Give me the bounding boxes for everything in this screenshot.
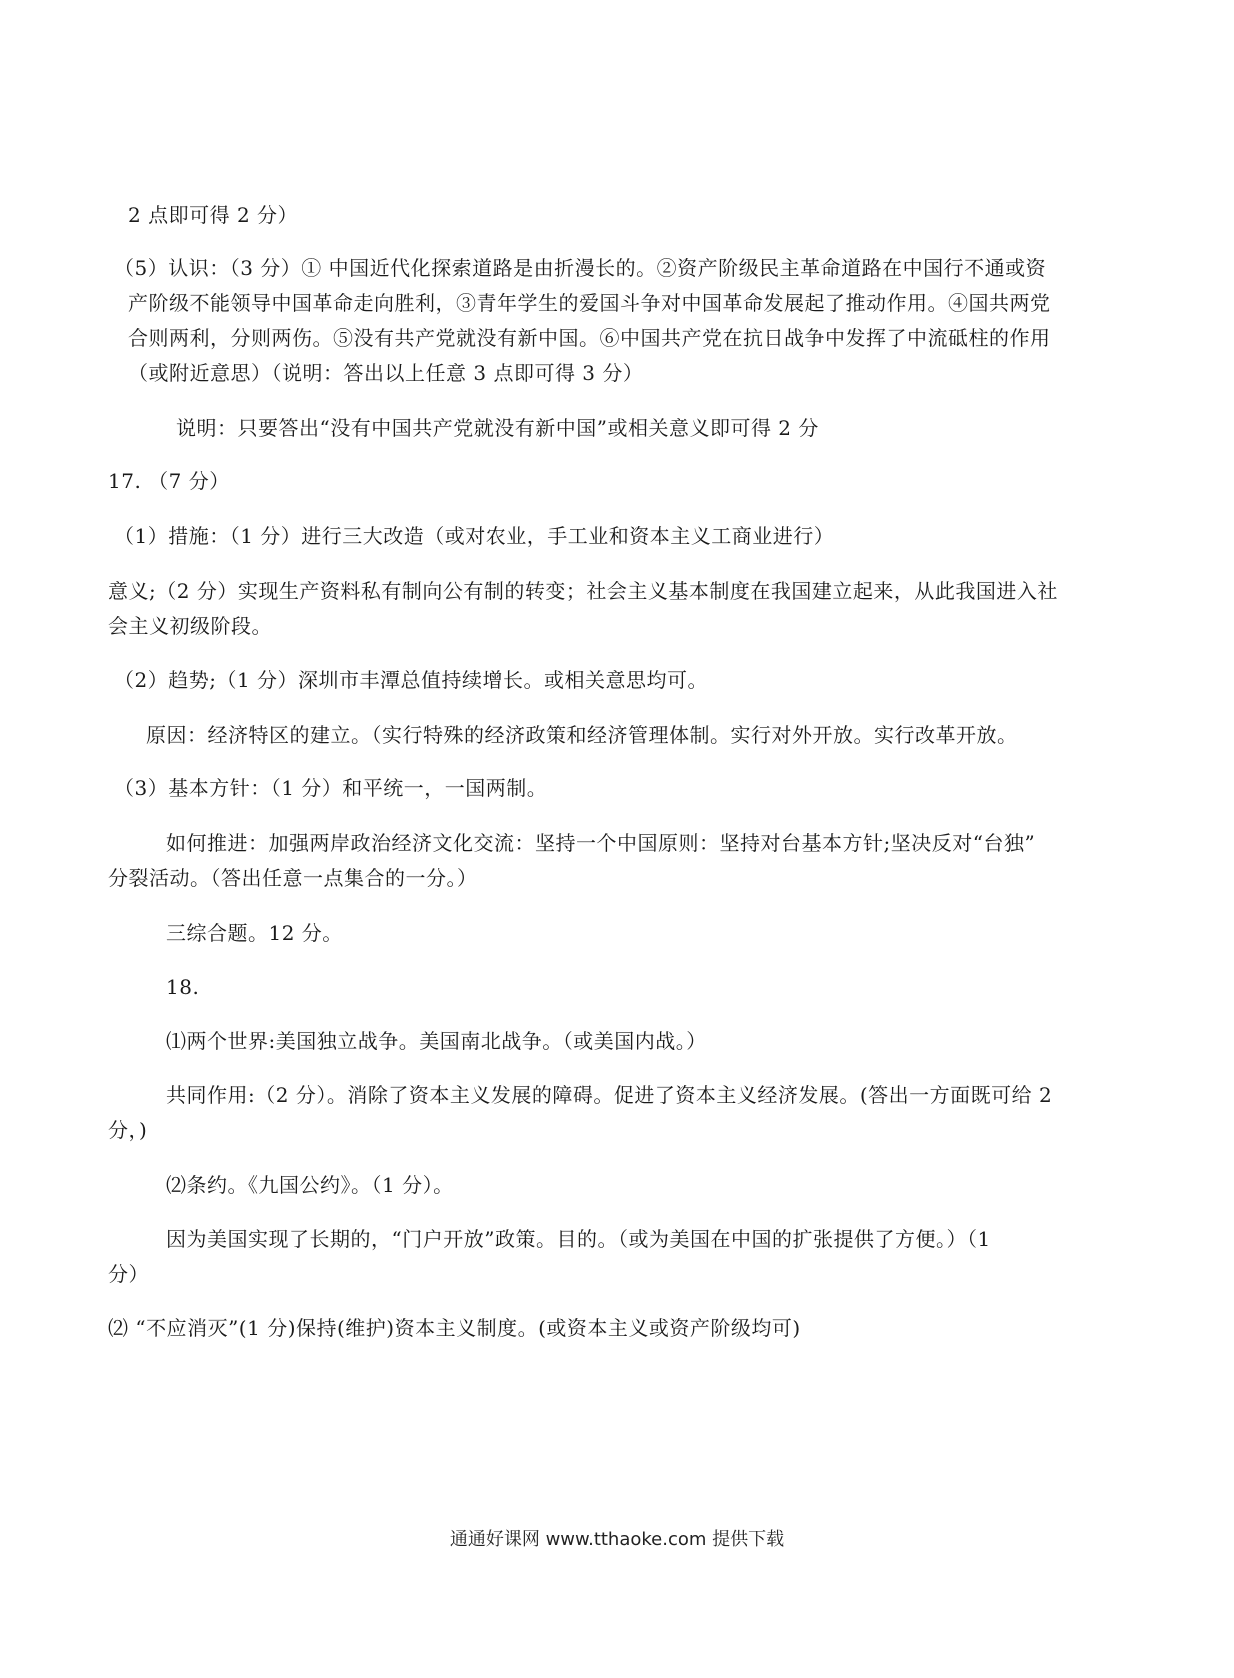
text-line: 2 点即可得 2 分） xyxy=(128,203,299,227)
text-line: 分，) xyxy=(108,1118,148,1142)
question-number: 17. （7 分） xyxy=(108,469,230,493)
section-heading: 三综合题。12 分。 xyxy=(166,921,343,945)
text-line: ⑵ “不应消灭”(1 分)保持(维护)资本主义制度。(或资本主义或资产阶级均可) xyxy=(108,1316,801,1340)
text-line: 产阶级不能领导中国革命走向胜利，③青年学生的爱国斗争对中国革命发展起了推动作用。④国共两党 xyxy=(128,291,1051,315)
question-number: 18. xyxy=(166,975,200,999)
text-line: 共同作用:（2 分）。消除了资本主义发展的障碍。促进了资本主义经济发展。(答出一方面既可给 2 xyxy=(166,1083,1053,1107)
text-line: 分裂活动。（答出任意一点集合的一分。） xyxy=(108,866,478,890)
text-line: 合则两利，分则两伤。⑤没有共产党就没有新中国。⑥中国共产党在抗日战争中发挥了中流砥柱的作用 xyxy=(128,326,1051,350)
text-line: 因为美国实现了长期的，“门户开放”政策。目的。（或为美国在中国的扩张提供了方便。）（1 xyxy=(166,1227,991,1251)
text-line: 原因：经济特区的建立。（实行特殊的经济政策和经济管理体制。实行对外开放。实行改革开放。 xyxy=(146,723,1018,747)
text-line: （或附近意思）（说明：答出以上任意 3 点即可得 3 分） xyxy=(128,361,644,385)
text-line: 说明：只要答出“没有中国共产党就没有新中国”或相关意义即可得 2 分 xyxy=(176,416,819,440)
text-line: 如何推进：加强两岸政治经济文化交流：坚持一个中国原则：坚持对台基本方针;坚决反对“台独” xyxy=(166,831,1036,855)
page-footer: 通通好课网 www.tthaoke.com 提供下载 xyxy=(449,1529,785,1550)
text-line: （3）基本方针：（1 分）和平统一，一国两制。 xyxy=(114,776,548,800)
text-line: ⑴两个世界:美国独立战争。美国南北战争。（或美国内战。） xyxy=(166,1029,707,1053)
text-line: ⑵条约。《九国公约》。（1 分）。 xyxy=(166,1173,454,1197)
text-line: 意义;（2 分）实现生产资料私有制向公有制的转变；社会主义基本制度在我国建立起来，从此我国进入社 xyxy=(108,579,1058,603)
text-line: （2）趋势;（1 分）深圳市丰潭总值持续增长。或相关意思均可。 xyxy=(114,668,709,692)
text-line: 分） xyxy=(108,1262,149,1286)
text-line: （1）措施：（1 分）进行三大改造（或对农业，手工业和资本主义工商业进行） xyxy=(114,524,835,548)
text-line: （5）认识：（3 分）① 中国近代化探索道路是由折漫长的。②资产阶级民主革命道路在中国行不通或资 xyxy=(114,256,1047,280)
text-line: 会主义初级阶段。 xyxy=(108,614,272,638)
